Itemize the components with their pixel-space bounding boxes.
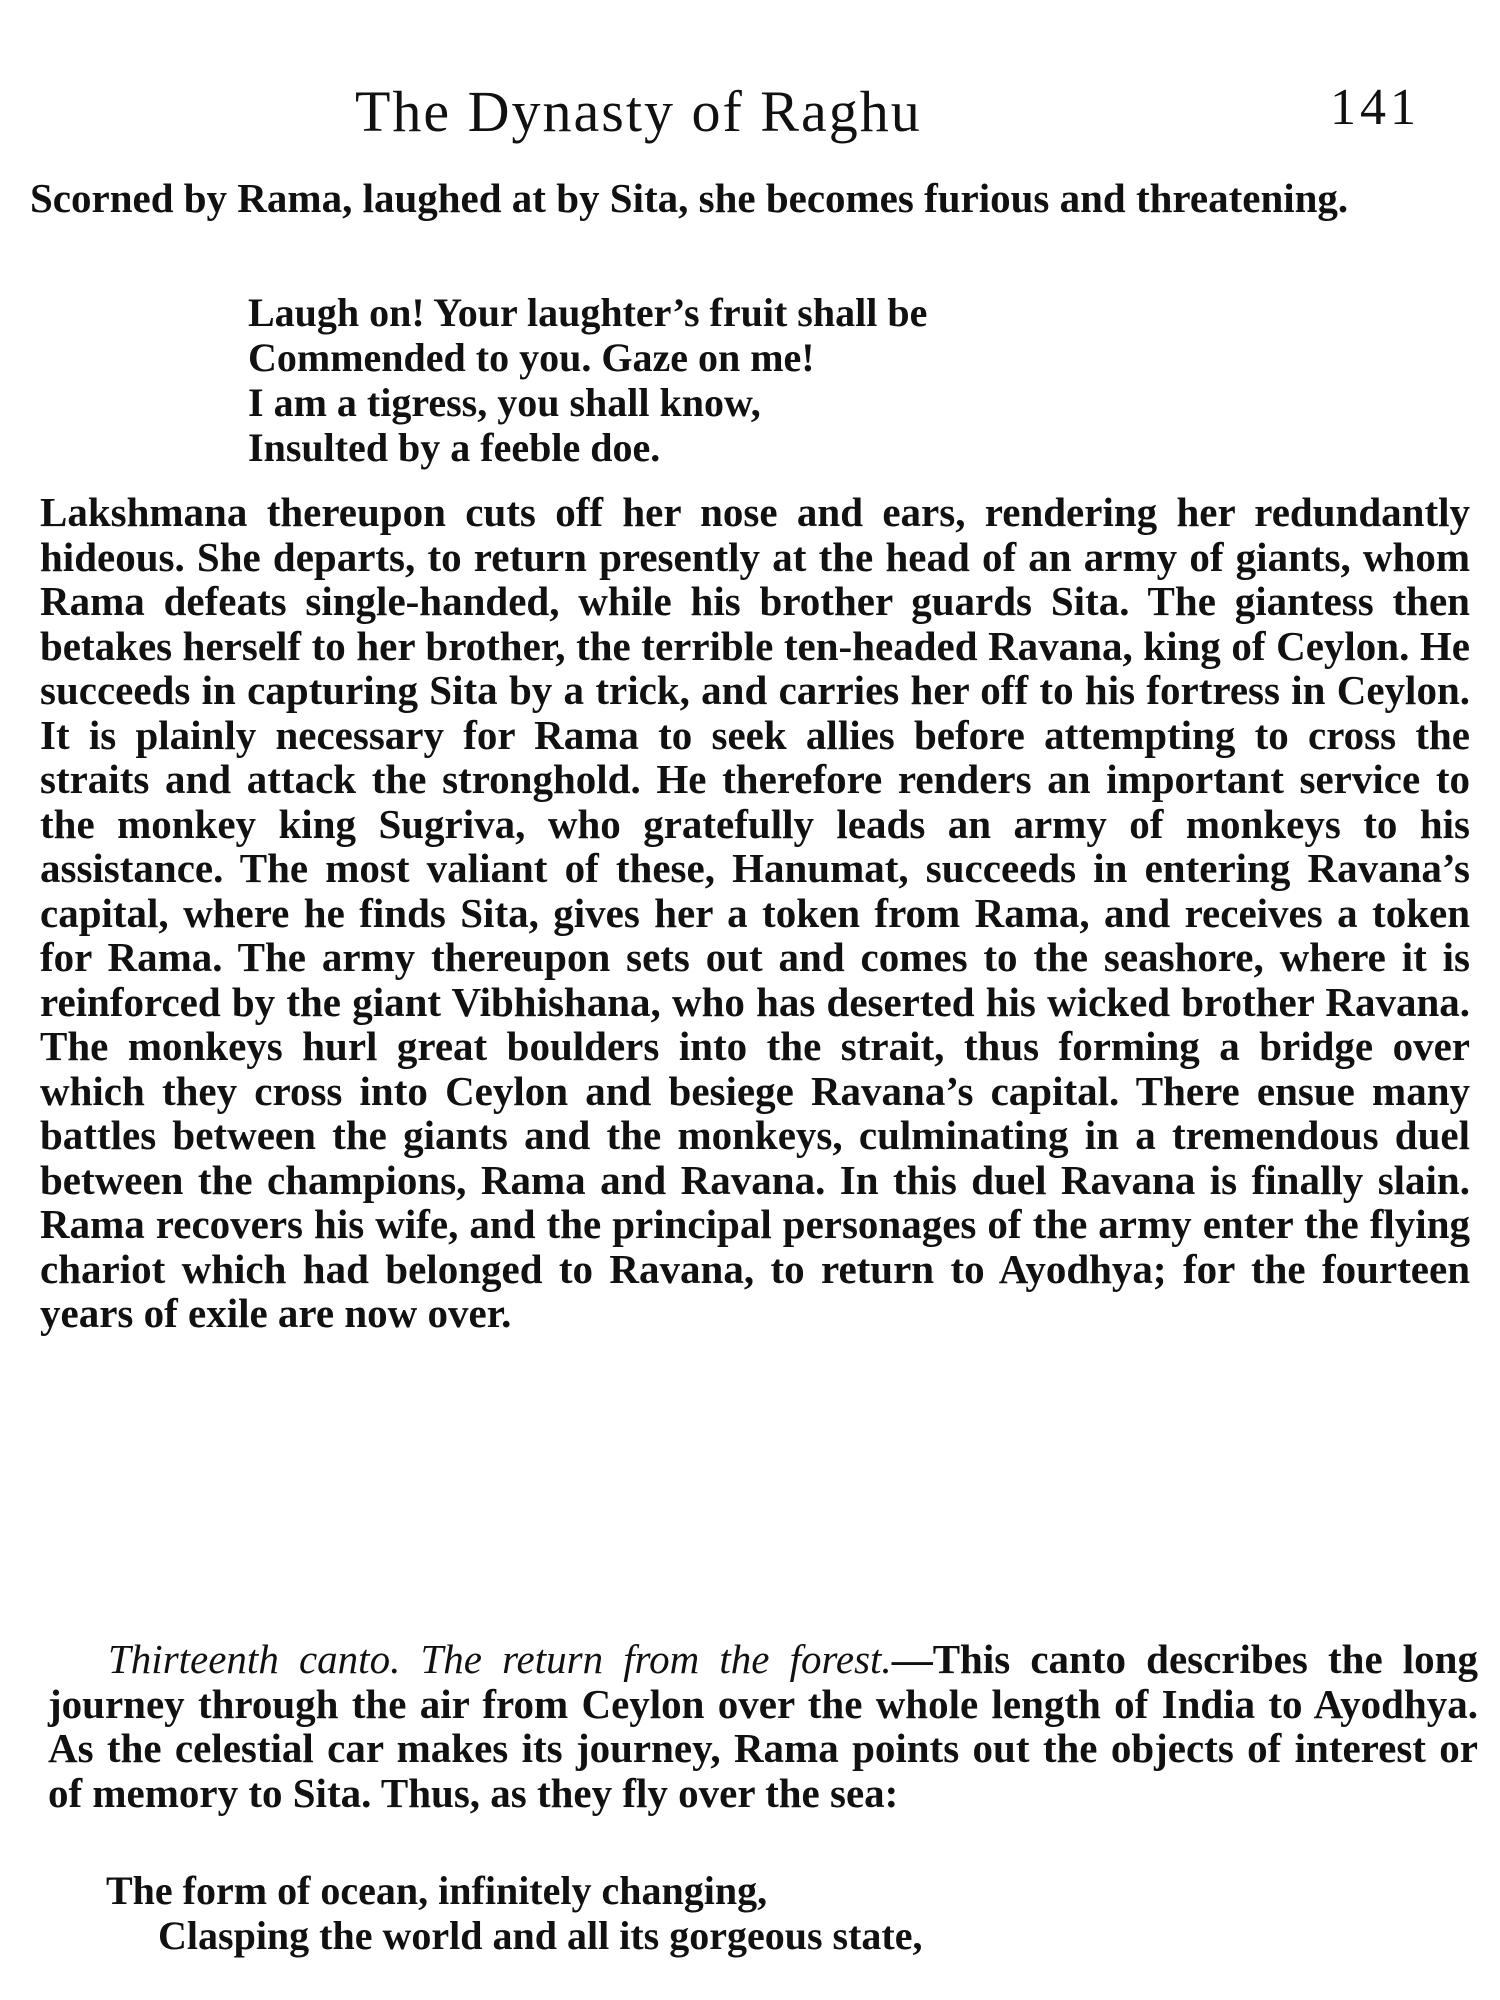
running-title: The Dynasty of Raghu (355, 79, 922, 144)
canto-title: Thirteenth canto. The return from the forest. (108, 1636, 892, 1682)
verse-line: The form of ocean, infinitely changing, (106, 1868, 768, 1913)
page-number: 141 (1330, 79, 1420, 136)
verse-line: I am a tigress, you shall know, (248, 380, 761, 425)
verse-quote-2 (106, 1868, 923, 1958)
verse-line: Clasping the world and all its gorgeous state, (158, 1913, 923, 1958)
page-header (0, 78, 1500, 148)
verse-line: Laugh on! Your laughter’s fruit shall be (248, 290, 928, 335)
paragraph-3 (48, 1637, 1478, 1815)
paragraph-2: Lakshmana thereupon cuts off her nose and ears, rendering her redundantly hideous. She departs, to return presently at the head of an army of giants, whom Rama defeats single-handed, while his brother guards Sita. The giantess then betakes herself to her brother, the terrible ten-headed Ravana, king of Ceylon. He succeeds in capturing Sita by a trick, and carries her off to his fortress in Ceylon. It is plainly necessary for Rama to seek allies before attempting to cross the straits and attack the stronghold. He therefore renders an important service to the monkey king Sugriva, who gratefully leads an army of monkeys to his assistance. The most valiant of these, Hanumat, succeeds in entering Ravana’s capital, where he finds Sita, gives her a token from Rama, and receives a token for Rama. The army thereupon sets out and comes to the seashore, where it is reinforced by the giant Vibhishana, who has deserted his wicked brother Ravana. The monkeys hurl great boulders into the strait, thus forming a bridge over which they cross into Ceylon and besiege Ravana’s capital. There ensue many battles between the giants and the monkeys, culminating in a tremendous duel between the champions, Rama and Ravana. In this duel Ravana is finally slain. Rama recovers his wife, and the principal personages of the army enter the flying chariot which had belonged to Ravana, to return to Ayodhya; for the fourteen years of exile are now over. (40, 489, 1470, 1336)
paragraph-1: Scorned by Rama, laughed at by Sita, she becomes furious and threatening. (30, 175, 1349, 221)
verse-quote-1 (248, 290, 927, 470)
paragraph-3-body: —This canto describes the long journey through the air from Ceylon over the whole length of India to Ayodhya. As the celestial car makes its journey, Rama points out the objects of interest or of memory to Sita. Thus, as they fly over the sea: (48, 1636, 1478, 1816)
verse-line: Insulted by a feeble doe. (248, 425, 661, 470)
verse-line: Commended to you. Gaze on me! (248, 335, 815, 380)
